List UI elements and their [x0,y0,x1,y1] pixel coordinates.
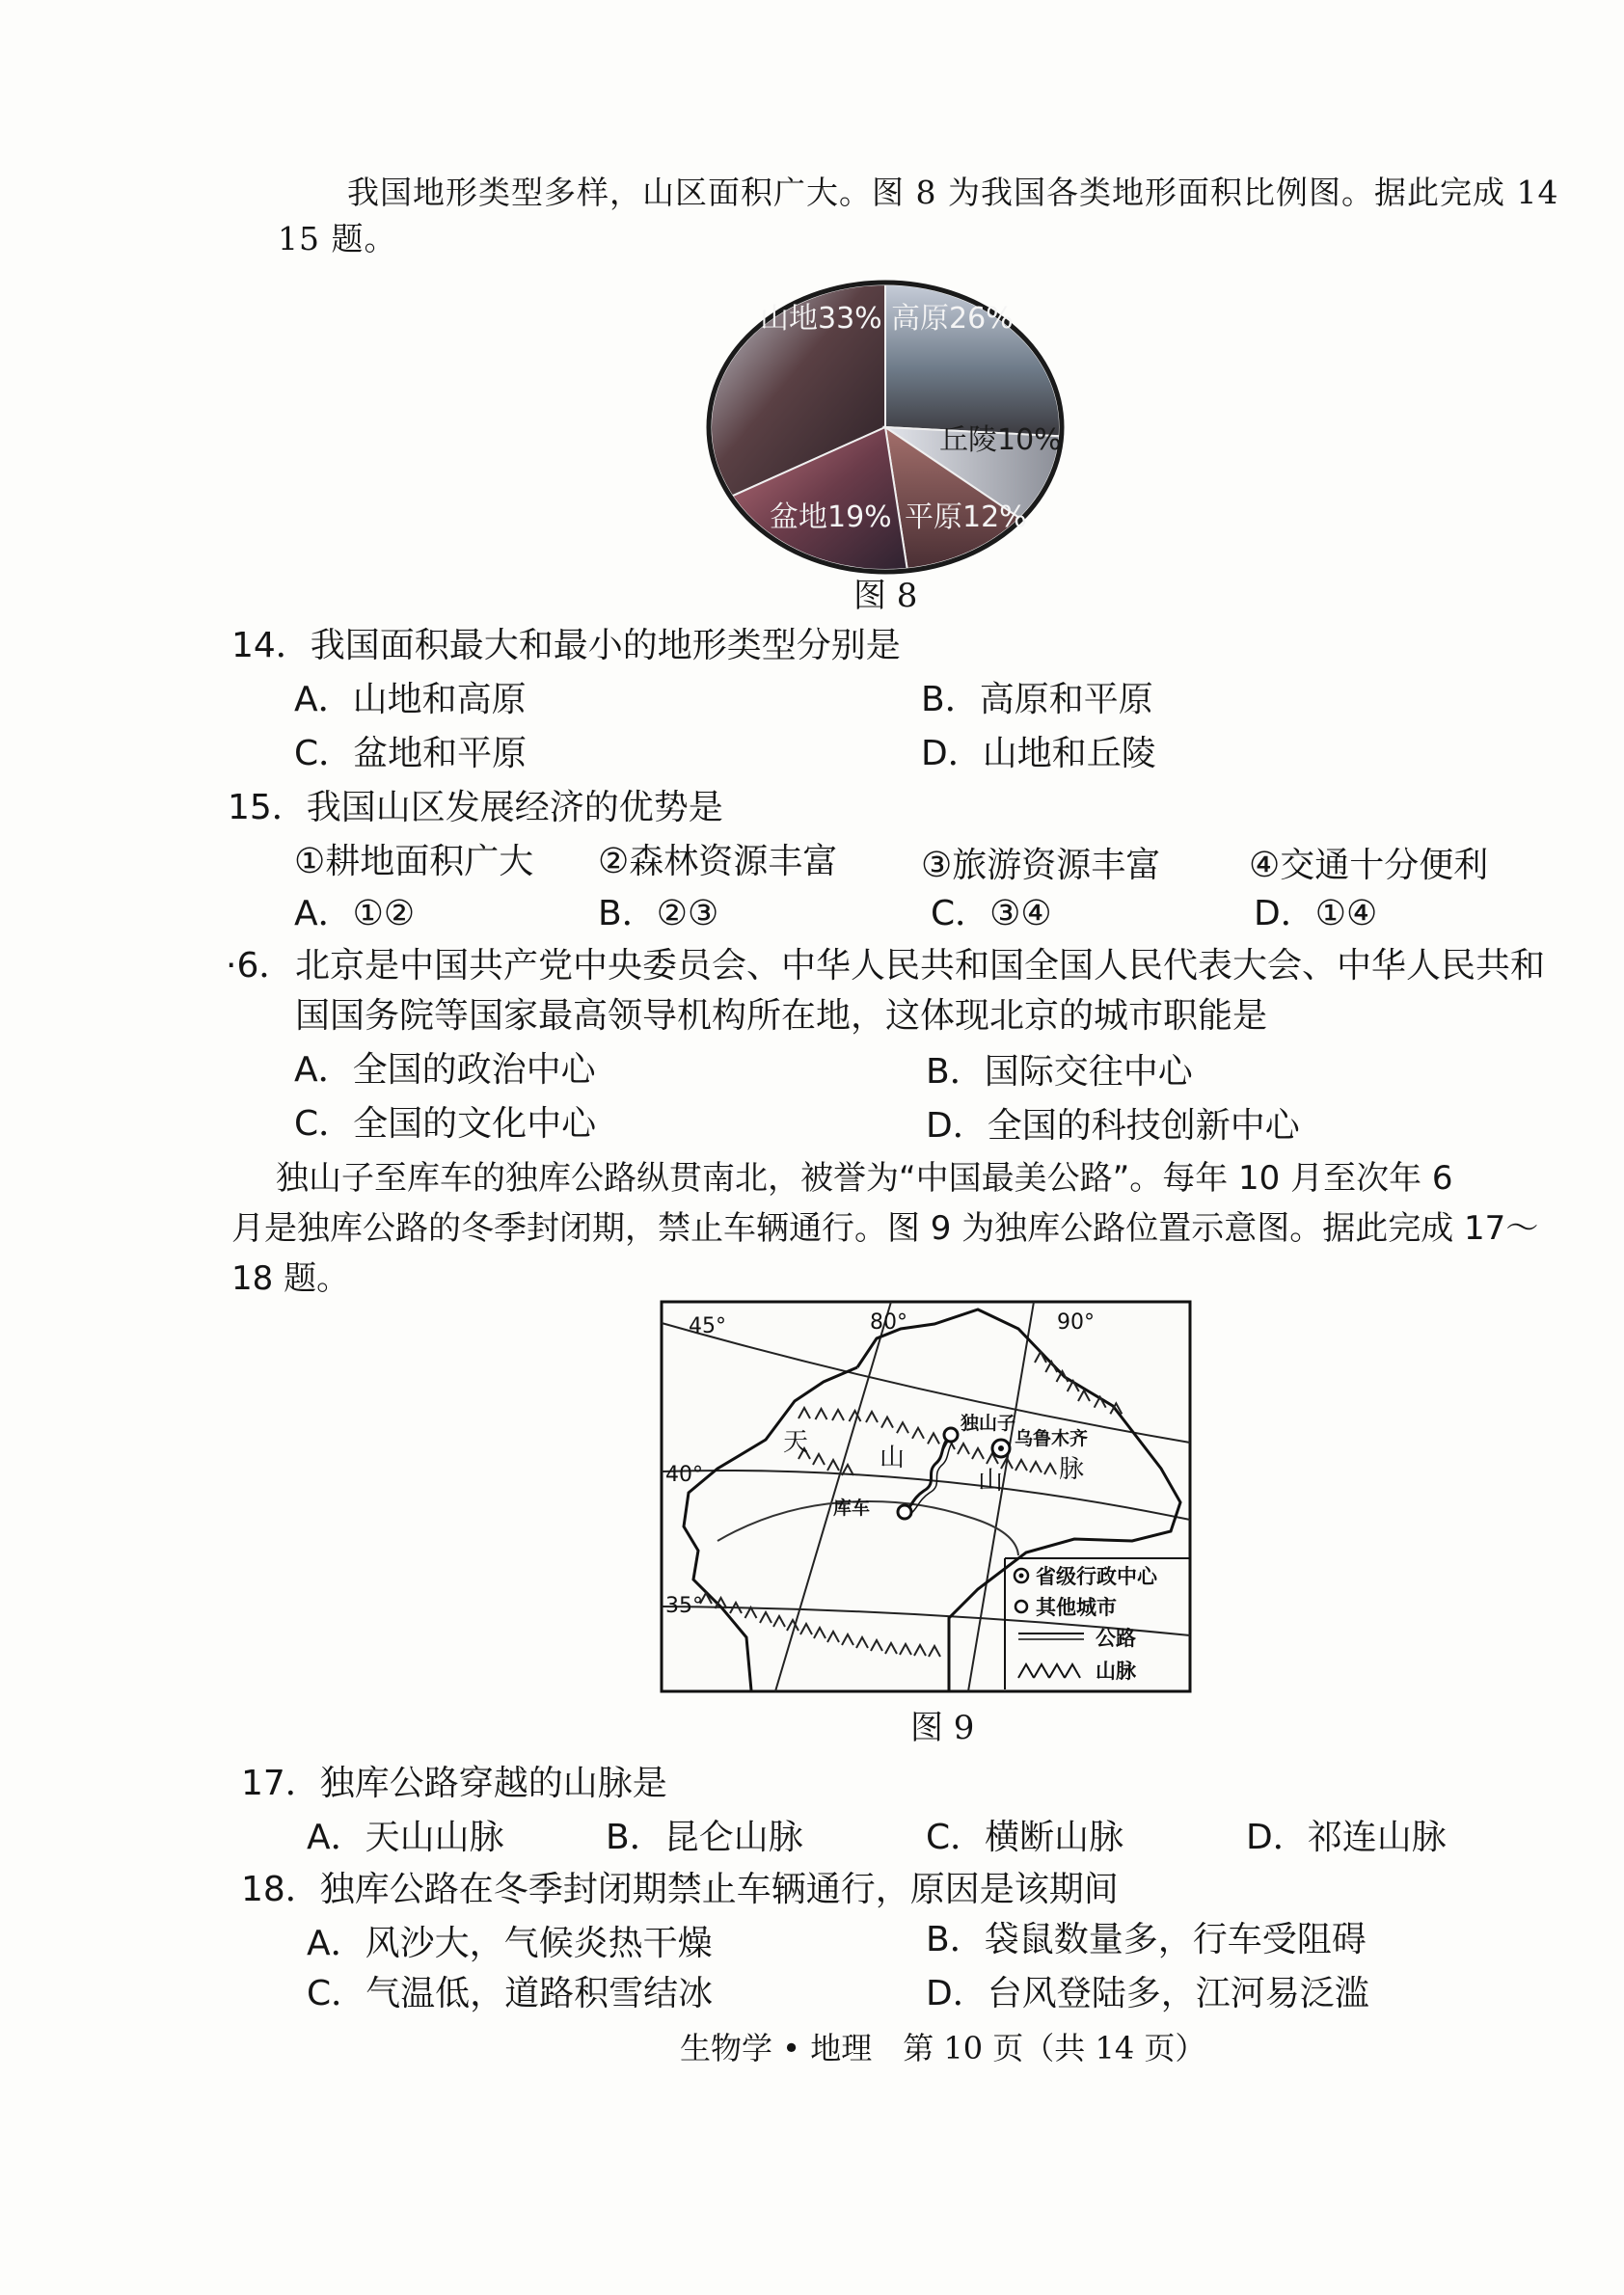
intro-line-2: 15 题。 [278,220,397,257]
q18-option-c: C．气温低，道路积雪结冰 [307,1974,714,2013]
mai-label: 脉 [1059,1455,1085,1484]
tian-label: 天 [783,1428,809,1457]
q18-option-d: D．台风登陆多，江河易泛滥 [926,1974,1369,2013]
intro2-line-2: 月是独库公路的冬季封闭期，禁止车辆通行。图 9 为独库公路位置示意图。据此完成 17～ [231,1209,1539,1248]
intro-line-1: 我国地形类型多样，山区面积广大。图 8 为我国各类地形面积比例图。据此完成 14 [347,174,1559,211]
q16-stem-line-2: 国国务院等国家最高领导机构所在地，这体现北京的城市职能是 [295,996,1268,1036]
lat-35-label: 35° [665,1594,703,1618]
q16-option-a: A．全国的政治中心 [294,1050,596,1090]
legend-road-text: 公路 [1096,1627,1136,1650]
q18-option-a: A．风沙大，气候炎热干燥 [307,1924,713,1963]
q14-option-c: C．盆地和平原 [294,734,528,773]
dushanzi-marker [944,1428,958,1442]
q18-stem: 18．独库公路在冬季封闭期禁止车辆通行，原因是该期间 [241,1870,1119,1909]
figure-9-caption: 图 9 [910,1709,975,1747]
pie-label-basin: 盆地19% [770,500,892,534]
dushanzi-label: 独山子 [961,1413,1016,1434]
figure-8-caption: 图 8 [853,577,918,615]
q14-option-a: A．山地和高原 [294,680,527,719]
intro2-line-1: 独山子至库车的独库公路纵贯南北，被誉为“中国最美公路”。每年 10 月至次年 6 [276,1159,1453,1198]
q17-option-b: B．昆仑山脉 [606,1818,803,1857]
q16-stem-line-1: 北京是中国共产党中央委员会、中华人民共和国全国人民代表大会、中华人民共和 [295,946,1546,986]
pie-label-hills: 丘陵10% [939,423,1062,457]
urumqi-marker-dot [998,1445,1004,1451]
q15-stem: 15．我国山区发展经济的优势是 [228,788,723,827]
q15-statement-1: ①耕地面积广大 [294,842,534,881]
q16-option-b: B．国际交往中心 [926,1052,1193,1092]
lat-40-label: 40° [665,1463,703,1487]
q16-option-c: C．全国的文化中心 [294,1104,597,1144]
q15-option-d: D．①④ [1254,894,1378,933]
figure-9-map [660,1300,1192,1693]
lon-80-label: 80° [870,1310,907,1335]
kuche-label: 库车 [833,1498,871,1519]
kuche-marker [898,1505,911,1519]
shan-label: 山 [880,1444,906,1472]
page-footer: 生物学 • 地理 第 10 页（共 14 页） [680,2030,1206,2066]
figure-8-pie [704,278,1070,577]
q15-statement-2: ②森林资源丰富 [598,842,838,881]
q15-option-a: A．①② [294,894,416,933]
q17-stem: 17．独库公路穿越的山脉是 [241,1764,667,1803]
q17-option-c: C．横断山脉 [926,1818,1124,1857]
q14-option-b: B．高原和平原 [921,680,1153,719]
q17-option-a: A．天山山脉 [307,1818,504,1857]
q14-stem: 14．我国面积最大和最小的地形类型分别是 [231,626,901,665]
q14-option-d: D．山地和丘陵 [921,734,1156,773]
pie-label-mountain: 山地33% [760,302,882,336]
shan-label-2: 山 [978,1467,1004,1496]
q15-statement-4: ④交通十分便利 [1249,846,1489,885]
q18-option-b: B．袋鼠数量多，行车受阻碍 [926,1920,1367,1959]
q15-option-b: B．②③ [598,894,719,933]
legend-capital-text: 省级行政中心 [1036,1565,1157,1588]
pie-label-plateau: 高原26% [891,302,1014,336]
legend-city-text: 其他城市 [1036,1596,1117,1619]
legend-city-symbol [1015,1601,1027,1612]
q15-statement-3: ③旅游资源丰富 [921,846,1161,885]
lon-90-label: 90° [1057,1310,1095,1335]
lat-45-label: 45° [689,1314,726,1338]
intro2-line-3: 18 题。 [231,1259,350,1298]
pie-label-plain: 平原12% [905,500,1027,534]
legend-mountain-text: 山脉 [1096,1660,1136,1683]
q15-option-c: C．③④ [931,894,1052,933]
q16-option-d: D．全国的科技创新中心 [926,1106,1300,1146]
q17-option-d: D．祁连山脉 [1246,1818,1447,1857]
q16-number: ·6． [226,946,294,986]
urumqi-label: 乌鲁木齐 [1015,1428,1089,1449]
